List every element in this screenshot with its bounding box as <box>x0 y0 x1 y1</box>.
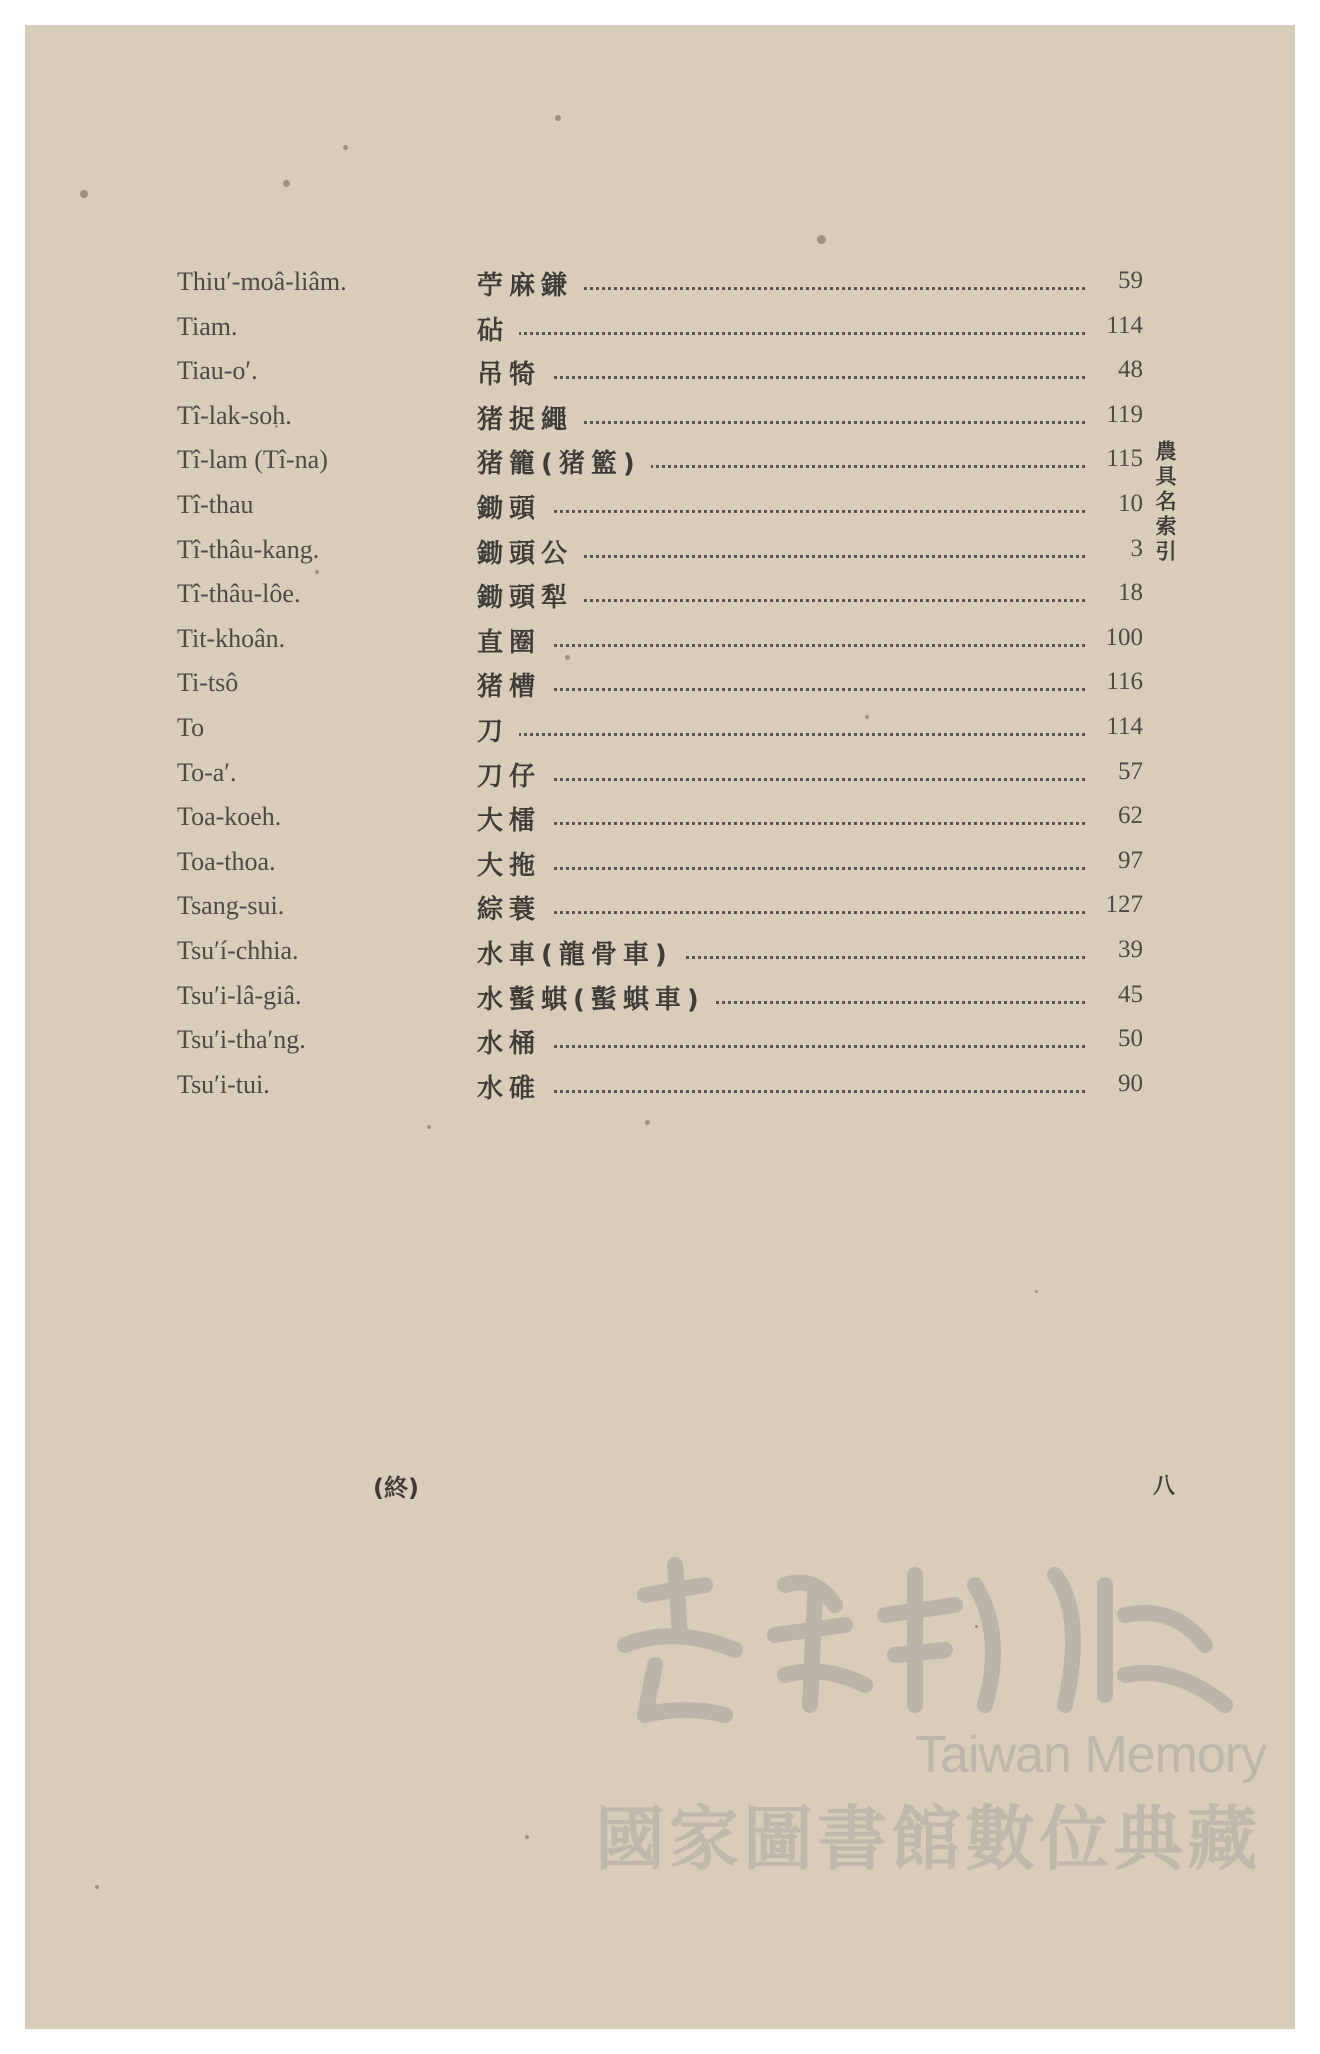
entry-romanization: Tsu′i-lâ-giâ. <box>177 980 302 1010</box>
entry-page-number: 59 <box>1110 267 1143 295</box>
entry-page-number: 18 <box>1110 579 1143 607</box>
entry-chinese-name: 鋤頭 <box>477 488 551 525</box>
watermark <box>585 1555 1295 1880</box>
entry-romanization: Tsu′i-tha′ng. <box>177 1025 306 1055</box>
watermark-logo-text: 臺灣記憶 <box>595 1715 599 1716</box>
entry-chinese-name: 鋤頭公 <box>477 533 583 570</box>
index-entry <box>25 934 1295 974</box>
dot-leader <box>477 510 1085 513</box>
index-entry <box>25 488 1295 528</box>
entry-page-number: 114 <box>1098 713 1143 741</box>
entry-page-number: 39 <box>1110 936 1143 964</box>
entry-romanization: Toa-thoa. <box>177 846 276 876</box>
entry-page-number: 50 <box>1110 1025 1143 1053</box>
dot-leader <box>477 911 1085 914</box>
entry-page-number: 116 <box>1098 668 1143 696</box>
dot-leader <box>477 1090 1085 1093</box>
index-entry <box>25 310 1295 350</box>
index-entry <box>25 1023 1295 1063</box>
dot-leader <box>477 688 1085 691</box>
entry-chinese-name: 苧麻鎌 <box>477 265 583 302</box>
stain-spot <box>95 1885 99 1889</box>
index-entry <box>25 622 1295 662</box>
stain-spot <box>525 1835 529 1839</box>
entry-chinese-name: 大檑 <box>477 800 551 837</box>
watermark-logo <box>585 1555 1275 1725</box>
entry-chinese-name: 砧 <box>477 310 519 347</box>
entry-page-number: 115 <box>1098 445 1143 473</box>
entry-romanization: Tsang-sui. <box>177 891 285 921</box>
entry-romanization: Tî-thau <box>177 490 254 519</box>
dot-leader <box>477 778 1085 781</box>
entry-page-number: 3 <box>1123 535 1144 563</box>
entry-romanization: Tiam. <box>177 311 238 341</box>
entry-page-number: 119 <box>1098 401 1143 429</box>
entry-romanization: To-a′. <box>177 757 237 787</box>
entry-page-number: 90 <box>1110 1070 1143 1098</box>
entry-chinese-name: 猪槽 <box>477 666 551 703</box>
entry-chinese-name: 刀仔 <box>477 756 551 793</box>
entry-romanization: Tî-lam (Tî-na) <box>177 445 328 475</box>
entry-page-number: 45 <box>1110 981 1143 1009</box>
entry-romanization: Thiu′-moâ-liâm. <box>177 267 347 296</box>
entry-chinese-name: 大拖 <box>477 845 551 882</box>
entry-romanization: Tî-thâu-kang. <box>177 534 320 564</box>
entry-romanization: Tî-lak-soh. <box>177 400 292 430</box>
dot-leader <box>477 644 1085 647</box>
entry-romanization: Tsu′i-tui. <box>177 1069 270 1099</box>
dot-leader <box>477 332 1085 335</box>
index-entry <box>25 979 1295 1019</box>
index-entry <box>25 399 1295 439</box>
scanned-page <box>25 25 1295 2029</box>
entry-romanization: Tiau-o′. <box>177 356 258 386</box>
dot-leader <box>477 822 1085 825</box>
dot-leader <box>477 733 1085 736</box>
entry-romanization: Toa-koeh. <box>177 802 282 832</box>
index-entry <box>25 666 1295 706</box>
section-side-title: 農具名索引 <box>1153 440 1177 565</box>
entry-page-number: 10 <box>1110 490 1143 518</box>
dot-leader <box>477 867 1085 870</box>
page-number: 八 <box>1153 1474 1176 1499</box>
entry-chinese-name: 綜蓑 <box>477 889 551 926</box>
entry-chinese-name: 鋤頭犁 <box>477 577 583 614</box>
index-entry <box>25 533 1295 573</box>
index-entry-list <box>25 25 1295 1485</box>
entry-chinese-name: 水碓 <box>477 1068 551 1105</box>
index-entry <box>25 443 1295 483</box>
entry-chinese-name: 水桶 <box>477 1023 551 1060</box>
entry-romanization: To <box>177 713 205 742</box>
index-entry <box>25 889 1295 929</box>
entry-chinese-name: 刀 <box>477 711 519 748</box>
entry-romanization: Ti-tsô <box>177 668 239 698</box>
entry-romanization: Tî-thâu-lôe. <box>177 579 301 609</box>
entry-page-number: 127 <box>1098 891 1144 919</box>
entry-page-number: 48 <box>1110 356 1143 384</box>
index-entry <box>25 756 1295 796</box>
dot-leader <box>477 376 1085 379</box>
entry-chinese-name: 猪籠(猪籃) <box>477 443 651 480</box>
entry-chinese-name: 水車(龍骨車) <box>477 934 683 971</box>
end-mark: (終) <box>373 1474 419 1502</box>
index-entry <box>25 265 1295 305</box>
entry-page-number: 57 <box>1110 758 1143 786</box>
index-entry <box>25 1068 1295 1108</box>
entry-page-number: 100 <box>1098 624 1144 652</box>
index-entry <box>25 800 1295 840</box>
index-entry <box>25 577 1295 617</box>
entry-page-number: 97 <box>1110 847 1143 875</box>
entry-page-number: 62 <box>1110 802 1143 830</box>
entry-chinese-name: 吊犄 <box>477 354 551 391</box>
entry-chinese-name: 直圈 <box>477 622 551 659</box>
entry-chinese-name: 水蟚蜞(蟚蜞車) <box>477 979 715 1016</box>
index-entry <box>25 711 1295 751</box>
entry-romanization: Tit-khoân. <box>177 623 286 653</box>
watermark-chinese: 國家圖書館數位典藏 <box>595 1798 1261 1880</box>
entry-page-number: 114 <box>1098 312 1143 340</box>
index-entry <box>25 354 1295 394</box>
dot-leader <box>477 1045 1085 1048</box>
index-entry <box>25 845 1295 885</box>
entry-romanization: Tsu′í-chhia. <box>177 936 299 965</box>
watermark-english: Taiwan Memory <box>915 1726 1267 1784</box>
entry-chinese-name: 猪捉繩 <box>477 399 583 436</box>
